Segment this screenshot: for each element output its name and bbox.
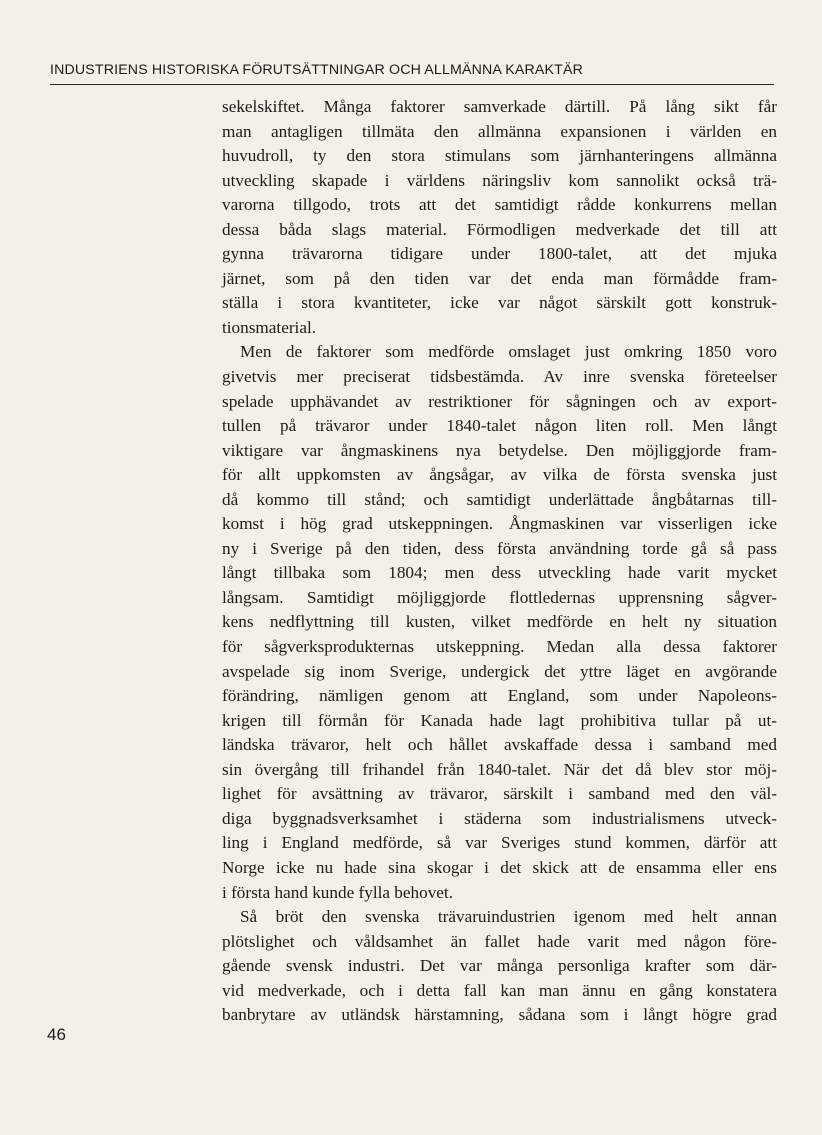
text-line: komst i hög grad utskeppningen. Ångmaskinen var visserligen icke <box>222 514 777 534</box>
text-line: ling i England medförde, så var Sveriges stund kommen, därför att <box>222 833 777 853</box>
text-line: kens nedflyttning till kusten, vilket medförde en helt ny situation <box>222 612 777 632</box>
text-line: ställa i stora kvantiteter, icke var något särskilt gott konstruk- <box>222 293 777 313</box>
text-line: ländska trävaror, helt och hållet avskaffade dessa i samband med <box>222 735 777 755</box>
paragraph-1 <box>222 95 777 340</box>
text-line: tullen på trävaror under 1840-talet någon liten roll. Men långt <box>222 416 777 436</box>
text-line: då kommo till stånd; och samtidigt underlättade ångbåtarnas till- <box>222 489 777 509</box>
text-line: banbrytare av utländsk härstamning, sådana som i långt högre grad <box>222 1005 777 1025</box>
text-line: krigen till förmån för Kanada hade lagt prohibitiva tullar på ut- <box>222 710 777 730</box>
text-line: gående svensk industri. Det var många personliga krafter som där- <box>222 956 777 976</box>
text-line: givetvis mer preciserat tidsbestämda. Av inre svenska företeelser <box>222 367 777 387</box>
text-line: långt tillbaka som 1804; men dess utveckling hade varit mycket <box>222 563 777 583</box>
text-line: vid medverkade, och i detta fall kan man ännu en gång konstatera <box>222 980 777 1000</box>
text-line: förändring, nämligen genom att England, som under Napoleons- <box>222 686 777 706</box>
text-line: sin övergång till frihandel från 1840-talet. När det då blev stor möj- <box>222 759 777 779</box>
text-line: plötslighet och våldsamhet än fallet hade varit med någon före- <box>222 931 777 951</box>
text-line: dessa båda slags material. Förmodligen medverkade det till att <box>222 219 777 239</box>
text-line: i första hand kunde fylla behovet. <box>222 882 454 902</box>
text-line: Så bröt den svenska trävaruindustrien igenom med helt annan <box>240 907 777 927</box>
text-line: för sågverksprodukternas utskeppning. Medan alla dessa faktorer <box>222 637 777 657</box>
paragraph-3 <box>222 905 777 1028</box>
text-line: järnet, som på den tiden var det enda man förmådde fram- <box>222 268 777 288</box>
running-header: INDUSTRIENS HISTORISKA FÖRUTSÄTTNINGAR OCH ALLMÄNNA KARAKTÄR <box>50 62 583 78</box>
text-line: avspelade sig inom Sverige, undergick det yttre läget en avgörande <box>222 661 777 681</box>
text-line: för allt uppkomsten av ångsågar, av vilka de första svenska just <box>222 465 777 485</box>
text-line: ny i Sverige på den tiden, dess första användning torde gå så pass <box>222 538 777 558</box>
text-line: sekelskiftet. Många faktorer samverkade därtill. På lång sikt får <box>222 97 777 116</box>
text-line: Norge icke nu hade sina skogar i det skick att de ensamma eller ens <box>222 857 777 877</box>
page-number: 46 <box>47 1025 66 1044</box>
text-line: varorna tillgodo, trots att det samtidigt rådde konkurrens mellan <box>222 195 777 215</box>
text-line: utveckling skapade i världens näringsliv kom sannolikt också trä- <box>222 170 777 190</box>
text-line: huvudroll, ty den stora stimulans som järnhanteringens allmänna <box>222 146 777 166</box>
text-line: lighet för avsättning av trävaror, särskilt i samband med den väl- <box>222 784 777 804</box>
text-line: viktigare var ångmaskinens nya betydelse. Den möjliggjorde fram- <box>222 440 777 460</box>
header-rule <box>50 84 774 85</box>
text-line: diga byggnadsverksamhet i städerna som industrialismens utveck- <box>222 808 777 828</box>
text-line: gynna trävarorna tidigare under 1800-talet, att det mjuka <box>222 244 777 264</box>
text-line: spelade upphävandet av restriktioner för sågningen och av export- <box>222 391 777 411</box>
text-line: Men de faktorer som medförde omslaget just omkring 1850 voro <box>240 342 777 362</box>
text-line: tionsmaterial. <box>222 317 317 337</box>
text-line: man antagligen tillmäta den allmänna expansionen i världen en <box>222 121 777 141</box>
body-text <box>222 95 777 1028</box>
text-line: långsam. Samtidigt möjliggjorde flottledernas upprensning sågver- <box>222 587 777 607</box>
paragraph-2 <box>222 340 777 905</box>
